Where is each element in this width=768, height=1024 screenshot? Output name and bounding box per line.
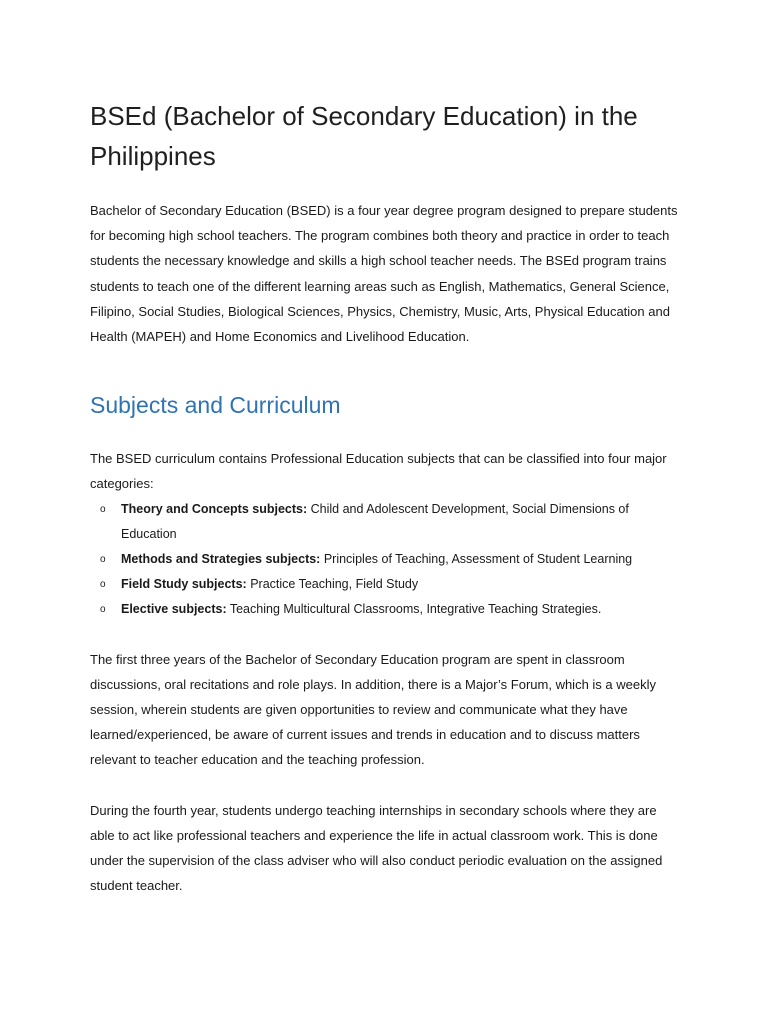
- list-item: [90, 597, 678, 622]
- intro-paragraph: Bachelor of Secondary Education (BSED) is a four year degree program designed to prepare students for becoming high school teachers. The program combines both theory and practice in order to teach students the necessary knowledge and skills a high school teacher needs. The BSEd program trains students to teach one of the different learning areas such as English, Mathematics, General Science, Filipino, Social Studies, Biological Sciences, Physics, Chemistry, Music, Arts, Physical Education and Health (MAPEH) and Home Economics and Livelihood Education.: [90, 203, 678, 345]
- bullet-circle-icon: o: [100, 554, 106, 566]
- bullet-circle-icon: o: [100, 604, 106, 616]
- first-three-years-paragraph: The first three years of the Bachelor of Secondary Education program are spent in classroom discussions, oral recitations and role plays. In addition, there is a Major’s Forum, which is a weekly session, wherein students are given opportunities to review and communicate what they have learned/experienced, be aware of current issues and trends in education and to discuss matters relevant to teacher education and the teaching profession.: [90, 651, 656, 768]
- category-items: Principles of Teaching, Assessment of Student Learning: [320, 552, 633, 567]
- subject-category-list: [90, 497, 678, 623]
- category-name: Elective subjects:: [121, 602, 227, 617]
- category-items: Child and Adolescent Development, Social Dimensions of Education: [121, 501, 629, 541]
- list-item: [90, 547, 678, 572]
- list-item: [90, 572, 678, 597]
- fourth-year-paragraph: During the fourth year, students undergo teaching internships in secondary schools where they are able to act like professional teachers and experience the life in actual classroom work. This is done under the supervision of the class adviser who will also conduct periodic evaluation on the assigned student teacher.: [90, 802, 663, 894]
- category-items: Practice Teaching, Field Study: [246, 577, 419, 592]
- category-items: Teaching Multicultural Classrooms, Integrative Teaching Strategies.: [226, 602, 602, 617]
- curriculum-intro-paragraph: The BSED curriculum contains Professional Education subjects that can be classified into four major categories:: [90, 451, 667, 492]
- category-name: Field Study subjects:: [121, 577, 247, 592]
- bullet-circle-icon: o: [100, 579, 106, 591]
- section-heading: Subjects and Curriculum: [90, 392, 341, 419]
- bullet-circle-icon: o: [100, 503, 106, 515]
- category-name: Methods and Strategies subjects:: [121, 552, 321, 567]
- category-name: Theory and Concepts subjects:: [121, 501, 308, 516]
- page-title: BSEd (Bachelor of Secondary Education) in the Philippines: [90, 101, 638, 171]
- list-item: [90, 497, 678, 547]
